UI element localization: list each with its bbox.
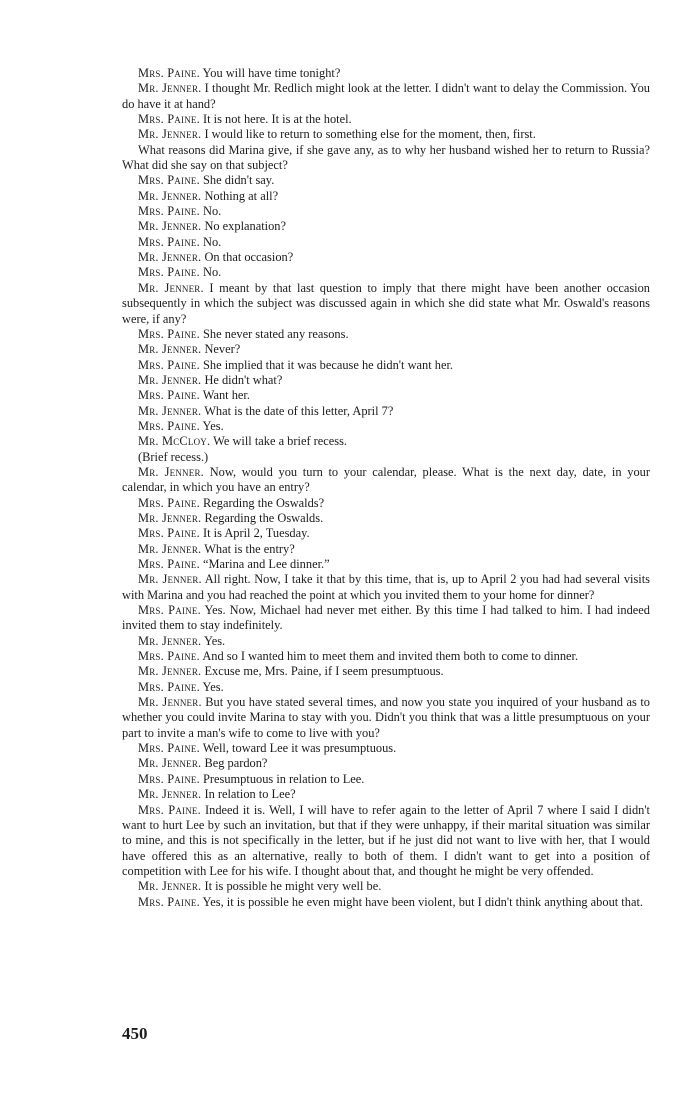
speech-text: We will take a brief recess. <box>210 434 348 449</box>
speech-text: What is the entry? <box>201 541 295 556</box>
speech-text: On that occasion? <box>201 250 294 265</box>
transcript-paragraph <box>122 358 650 373</box>
transcript-paragraph <box>122 404 650 419</box>
speech-text: Nothing at all? <box>201 188 279 203</box>
transcript-paragraph <box>122 542 650 557</box>
speech-text: I meant by that last question to imply that there might have been another occasion subsequently in which the subject was discussed again in which she did state what Mr. Oswald's reasons were, if any? <box>122 280 650 326</box>
speaker-name: Mrs. Paine. <box>138 357 200 372</box>
speaker-name: Mrs. Paine. <box>138 679 200 694</box>
transcript-body <box>122 66 650 910</box>
speaker-name: Mr. Jenner. <box>138 81 202 96</box>
speech-text: All right. Now, I take it that by this time, that is, up to April 2 you had had several visits with Marina and you had reached the point at which you invited them to your home for dinner? <box>122 572 650 602</box>
speaker-name: Mrs. Paine. <box>138 649 200 664</box>
speaker-name: Mr. Jenner. <box>138 633 202 648</box>
speech-text: Yes, it is possible he even might have been violent, but I didn't think anything about that. <box>199 894 643 909</box>
speech-text: What is the date of this letter, April 7? <box>201 403 394 418</box>
transcript-paragraph <box>122 327 650 342</box>
speaker-name: Mr. Jenner. <box>138 372 202 387</box>
transcript-paragraph <box>122 680 650 695</box>
speech-text: Regarding the Oswalds? <box>199 495 325 510</box>
speech-text: No. <box>199 234 222 249</box>
speaker-name: Mrs. Paine. <box>138 234 200 249</box>
speech-text: It is not here. It is at the hotel. <box>199 112 352 127</box>
speaker-name: Mr. Jenner. <box>138 342 202 357</box>
speech-text: What reasons did Marina give, if she gave any, as to why her husband wished her to return to Russia? What did she say on that subject? <box>122 142 650 173</box>
speaker-name: Mrs. Paine. <box>138 173 200 188</box>
speech-text: Yes. <box>199 679 224 694</box>
speaker-name: Mrs. Paine. <box>138 112 200 127</box>
speech-text: Presumptuous in relation to Lee. <box>199 771 365 786</box>
transcript-paragraph <box>122 741 650 756</box>
transcript-paragraph <box>122 557 650 572</box>
transcript-paragraph <box>122 664 650 679</box>
speaker-name: Mr. Jenner. <box>138 403 202 418</box>
transcript-paragraph <box>122 756 650 771</box>
transcript-paragraph <box>122 695 650 741</box>
speaker-name: Mrs. Paine. <box>138 894 200 909</box>
speech-text: No. <box>199 265 222 280</box>
speaker-name: Mr. Jenner. <box>138 572 202 587</box>
speaker-name: Mrs. Paine. <box>138 603 201 618</box>
speech-text: Never? <box>201 342 241 357</box>
transcript-paragraph <box>122 219 650 234</box>
transcript-paragraph <box>122 81 650 112</box>
speaker-name: Mr. McCloy. <box>138 434 211 449</box>
speech-text: She never stated any reasons. <box>199 326 349 341</box>
speech-text: She didn't say. <box>199 173 275 188</box>
transcript-paragraph <box>122 895 650 910</box>
speech-text: Yes. Now, Michael had never met either. By this time I had talked to him. I had indeed invited them to stay indefinitely. <box>122 603 650 633</box>
speaker-name: Mr. Jenner. <box>138 787 202 802</box>
speech-text: I thought Mr. Redlich might look at the letter. I didn't want to delay the Commission. You do have it at hand? <box>122 81 650 111</box>
speech-text: “Marina and Lee dinner.” <box>199 557 330 571</box>
speech-text: I would like to return to something else for the moment, then, first. <box>201 127 536 142</box>
transcript-paragraph <box>122 634 650 649</box>
speaker-name: Mr. Jenner. <box>138 464 204 479</box>
transcript-paragraph <box>122 787 650 802</box>
speaker-name: Mr. Jenner. <box>138 664 202 679</box>
page-number: 450 <box>122 1024 148 1043</box>
transcript-paragraph <box>122 250 650 265</box>
speech-text: (Brief recess.) <box>138 449 209 464</box>
speech-text: No. <box>199 204 222 219</box>
transcript-paragraph <box>122 388 650 403</box>
speaker-name: Mr. Jenner. <box>138 280 204 295</box>
transcript-paragraph <box>122 235 650 250</box>
speech-text: But you have stated several times, and now you state you inquired of your husband as to whether you could invite Marina to stay with you. Didn't you think that was a little presumptuous on your part to invite a man's wife to come to live with you? <box>122 695 650 740</box>
speaker-name: Mr. Jenner. <box>138 510 202 525</box>
speaker-name: Mrs. Paine. <box>138 495 200 510</box>
transcript-paragraph <box>122 204 650 219</box>
speech-text: Yes. <box>199 418 224 433</box>
speaker-name: Mr. Jenner. <box>138 250 202 265</box>
speech-text: In relation to Lee? <box>201 787 296 802</box>
speaker-name: Mr. Jenner. <box>138 127 202 142</box>
speaker-name: Mrs. Paine. <box>138 326 200 341</box>
transcript-paragraph <box>122 572 650 603</box>
speech-text: Indeed it is. Well, I will have to refer again to the letter of April 7 where I said I didn't want to hurt Lee by such an invitation, but that if they were unhappy, if their marital situation was similar to mine, and this is not specifically in the letter, but if he just did not want to live with her, that I would have offered this as an alternative, really to both of them. I didn't want to get into a position of competition with Lee for his wife. I thought about that, and thought he might be very offended. <box>122 802 651 878</box>
speech-text: Excuse me, Mrs. Paine, if I seem presumptuous. <box>201 664 444 679</box>
speech-text: Yes. <box>201 633 226 648</box>
speaker-name: Mrs. Paine. <box>138 526 200 541</box>
transcript-paragraph <box>122 434 650 449</box>
speaker-name: Mrs. Paine. <box>138 66 200 80</box>
transcript-paragraph <box>122 66 650 81</box>
transcript-paragraph <box>122 189 650 204</box>
transcript-paragraph <box>122 603 650 634</box>
speech-text: Now, would you turn to your calendar, please. What is the next day, date, in your calendar, in which you have an entry? <box>122 464 650 495</box>
speaker-name: Mr. Jenner. <box>138 188 202 203</box>
speech-text: It is possible he might very well be. <box>201 879 382 894</box>
speech-text: She implied that it was because he didn't want her. <box>199 357 453 372</box>
transcript-paragraph <box>122 879 650 894</box>
transcript-paragraph <box>122 112 650 127</box>
transcript-paragraph <box>122 649 650 664</box>
transcript-paragraph <box>122 127 650 142</box>
transcript-paragraph <box>122 281 650 327</box>
speaker-name: Mrs. Paine. <box>138 802 201 817</box>
speaker-name: Mrs. Paine. <box>138 418 200 433</box>
transcript-paragraph <box>122 143 650 174</box>
transcript-paragraph <box>122 772 650 787</box>
speaker-name: Mr. Jenner. <box>138 541 202 556</box>
transcript-paragraph <box>122 526 650 541</box>
transcript-paragraph <box>122 342 650 357</box>
speech-text: And so I wanted him to meet them and invited them both to come to dinner. <box>199 649 579 664</box>
transcript-paragraph <box>122 450 650 465</box>
transcript-paragraph <box>122 511 650 526</box>
transcript-paragraph <box>122 803 650 880</box>
speech-text: Well, toward Lee it was presumptuous. <box>199 741 397 756</box>
speaker-name: Mrs. Paine. <box>138 771 200 786</box>
speaker-name: Mrs. Paine. <box>138 557 200 571</box>
speech-text: It is April 2, Tuesday. <box>199 526 310 541</box>
speaker-name: Mr. Jenner. <box>138 756 202 771</box>
speaker-name: Mrs. Paine. <box>138 204 200 219</box>
speaker-name: Mrs. Paine. <box>138 741 200 756</box>
transcript-paragraph <box>122 373 650 388</box>
speech-text: You will have time tonight? <box>199 66 341 80</box>
speaker-name: Mr. Jenner. <box>138 695 202 710</box>
transcript-paragraph <box>122 419 650 434</box>
speech-text: No explanation? <box>201 219 286 234</box>
speaker-name: Mr. Jenner. <box>138 219 202 234</box>
transcript-paragraph <box>122 265 650 280</box>
speaker-name: Mr. Jenner. <box>138 879 202 894</box>
speech-text: Beg pardon? <box>201 756 268 771</box>
transcript-paragraph <box>122 465 650 496</box>
speech-text: He didn't what? <box>201 372 283 387</box>
speech-text: Want her. <box>199 388 250 403</box>
transcript-paragraph <box>122 173 650 188</box>
speech-text: Regarding the Oswalds. <box>201 510 324 525</box>
speaker-name: Mrs. Paine. <box>138 388 200 403</box>
transcript-paragraph <box>122 496 650 511</box>
speaker-name: Mrs. Paine. <box>138 265 200 280</box>
